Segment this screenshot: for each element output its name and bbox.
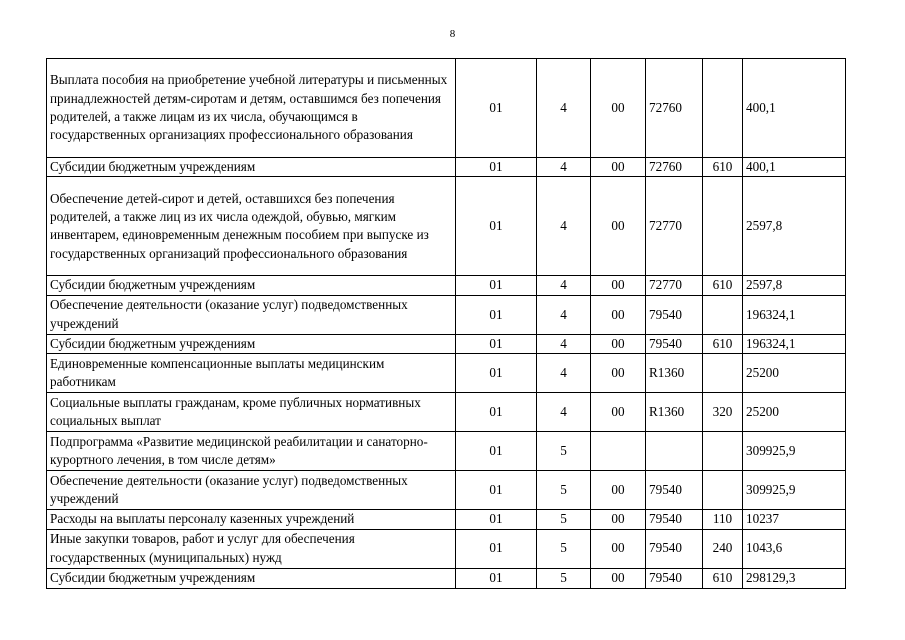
cell-amount: 2597,8 (743, 177, 846, 276)
table-row (47, 529, 846, 568)
cell-program-code: 01 (456, 510, 537, 529)
cell-subprogram-code: 4 (537, 177, 591, 276)
cell-amount: 196324,1 (743, 334, 846, 353)
cell-subprogram-code: 4 (537, 295, 591, 334)
cell-amount: 400,1 (743, 59, 846, 158)
cell-description: Подпрограмма «Развитие медицинской реабилитации и санаторно-курортного лечения, в том числе детям» (47, 432, 456, 471)
cell-amount: 10237 (743, 510, 846, 529)
cell-direction-code: 00 (591, 393, 646, 432)
cell-program-code: 01 (456, 276, 537, 295)
cell-direction-code (591, 432, 646, 471)
cell-direction-code: 00 (591, 529, 646, 568)
cell-amount: 298129,3 (743, 568, 846, 588)
page-number: 8 (449, 28, 456, 40)
table-row (47, 432, 846, 471)
cell-target-code: 79540 (646, 471, 703, 510)
cell-description: Обеспечение детей-сирот и детей, оставшихся без попечения родителей, а также лиц из их числа одеждой, обувью, мягким инвентарем, единовременным денежным пособием при выпуске из государственных организаций профессионального образования (47, 177, 456, 276)
cell-expense-type (703, 295, 743, 334)
cell-subprogram-code: 4 (537, 276, 591, 295)
cell-amount: 1043,6 (743, 529, 846, 568)
cell-description: Выплата пособия на приобретение учебной литературы и письменных принадлежностей детям-сиротам и детям, оставшимся без попечения родителей, а также лицам из их числа, обучающимся в государственных организациях профессионального образования (47, 59, 456, 158)
cell-target-code: 79540 (646, 510, 703, 529)
cell-expense-type: 610 (703, 158, 743, 177)
budget-table-body (47, 59, 846, 589)
cell-amount: 2597,8 (743, 276, 846, 295)
cell-amount: 25200 (743, 354, 846, 393)
cell-description: Субсидии бюджетным учреждениям (47, 158, 456, 177)
cell-subprogram-code: 5 (537, 510, 591, 529)
cell-program-code: 01 (456, 295, 537, 334)
table-row (47, 158, 846, 177)
cell-subprogram-code: 5 (537, 471, 591, 510)
table-row (47, 295, 846, 334)
cell-amount: 196324,1 (743, 295, 846, 334)
cell-amount: 25200 (743, 393, 846, 432)
cell-subprogram-code: 4 (537, 334, 591, 353)
cell-direction-code: 00 (591, 59, 646, 158)
cell-expense-type: 110 (703, 510, 743, 529)
cell-program-code: 01 (456, 177, 537, 276)
cell-subprogram-code: 5 (537, 568, 591, 588)
cell-target-code (646, 432, 703, 471)
cell-subprogram-code: 4 (537, 354, 591, 393)
table-row (47, 393, 846, 432)
cell-description: Субсидии бюджетным учреждениям (47, 276, 456, 295)
cell-direction-code: 00 (591, 177, 646, 276)
table-row (47, 354, 846, 393)
cell-program-code: 01 (456, 529, 537, 568)
cell-program-code: 01 (456, 59, 537, 158)
cell-description: Субсидии бюджетным учреждениям (47, 334, 456, 353)
cell-expense-type: 240 (703, 529, 743, 568)
cell-subprogram-code: 5 (537, 432, 591, 471)
cell-target-code: 79540 (646, 529, 703, 568)
cell-direction-code: 00 (591, 276, 646, 295)
cell-target-code: R1360 (646, 354, 703, 393)
table-row (47, 568, 846, 588)
cell-expense-type: 320 (703, 393, 743, 432)
cell-target-code: 72760 (646, 59, 703, 158)
cell-subprogram-code: 4 (537, 59, 591, 158)
cell-amount: 309925,9 (743, 471, 846, 510)
cell-expense-type (703, 59, 743, 158)
table-row (47, 471, 846, 510)
cell-program-code: 01 (456, 354, 537, 393)
cell-direction-code: 00 (591, 158, 646, 177)
cell-direction-code: 00 (591, 334, 646, 353)
cell-amount: 400,1 (743, 158, 846, 177)
cell-program-code: 01 (456, 471, 537, 510)
cell-direction-code: 00 (591, 295, 646, 334)
cell-expense-type (703, 354, 743, 393)
cell-expense-type: 610 (703, 334, 743, 353)
cell-direction-code: 00 (591, 568, 646, 588)
cell-amount: 309925,9 (743, 432, 846, 471)
cell-direction-code: 00 (591, 510, 646, 529)
cell-description: Субсидии бюджетным учреждениям (47, 568, 456, 588)
cell-target-code: 72760 (646, 158, 703, 177)
table-row (47, 276, 846, 295)
cell-expense-type (703, 471, 743, 510)
cell-target-code: 72770 (646, 177, 703, 276)
budget-table (46, 58, 846, 589)
cell-target-code: R1360 (646, 393, 703, 432)
cell-program-code: 01 (456, 334, 537, 353)
cell-description: Иные закупки товаров, работ и услуг для обеспечения государственных (муниципальных) нужд (47, 529, 456, 568)
cell-target-code: 79540 (646, 334, 703, 353)
cell-program-code: 01 (456, 432, 537, 471)
cell-expense-type (703, 432, 743, 471)
cell-subprogram-code: 5 (537, 529, 591, 568)
table-row (47, 334, 846, 353)
cell-description: Социальные выплаты гражданам, кроме публичных нормативных социальных выплат (47, 393, 456, 432)
cell-direction-code: 00 (591, 471, 646, 510)
cell-target-code: 79540 (646, 295, 703, 334)
table-row (47, 59, 846, 158)
cell-program-code: 01 (456, 568, 537, 588)
cell-expense-type: 610 (703, 568, 743, 588)
cell-program-code: 01 (456, 393, 537, 432)
table-row (47, 510, 846, 529)
cell-program-code: 01 (456, 158, 537, 177)
cell-expense-type: 610 (703, 276, 743, 295)
cell-description: Единовременные компенсационные выплаты медицинским работникам (47, 354, 456, 393)
cell-description: Обеспечение деятельности (оказание услуг) подведомственных учреждений (47, 471, 456, 510)
cell-target-code: 79540 (646, 568, 703, 588)
cell-direction-code: 00 (591, 354, 646, 393)
table-row (47, 177, 846, 276)
cell-description: Обеспечение деятельности (оказание услуг) подведомственных учреждений (47, 295, 456, 334)
cell-subprogram-code: 4 (537, 158, 591, 177)
cell-description: Расходы на выплаты персоналу казенных учреждений (47, 510, 456, 529)
cell-subprogram-code: 4 (537, 393, 591, 432)
cell-target-code: 72770 (646, 276, 703, 295)
cell-expense-type (703, 177, 743, 276)
